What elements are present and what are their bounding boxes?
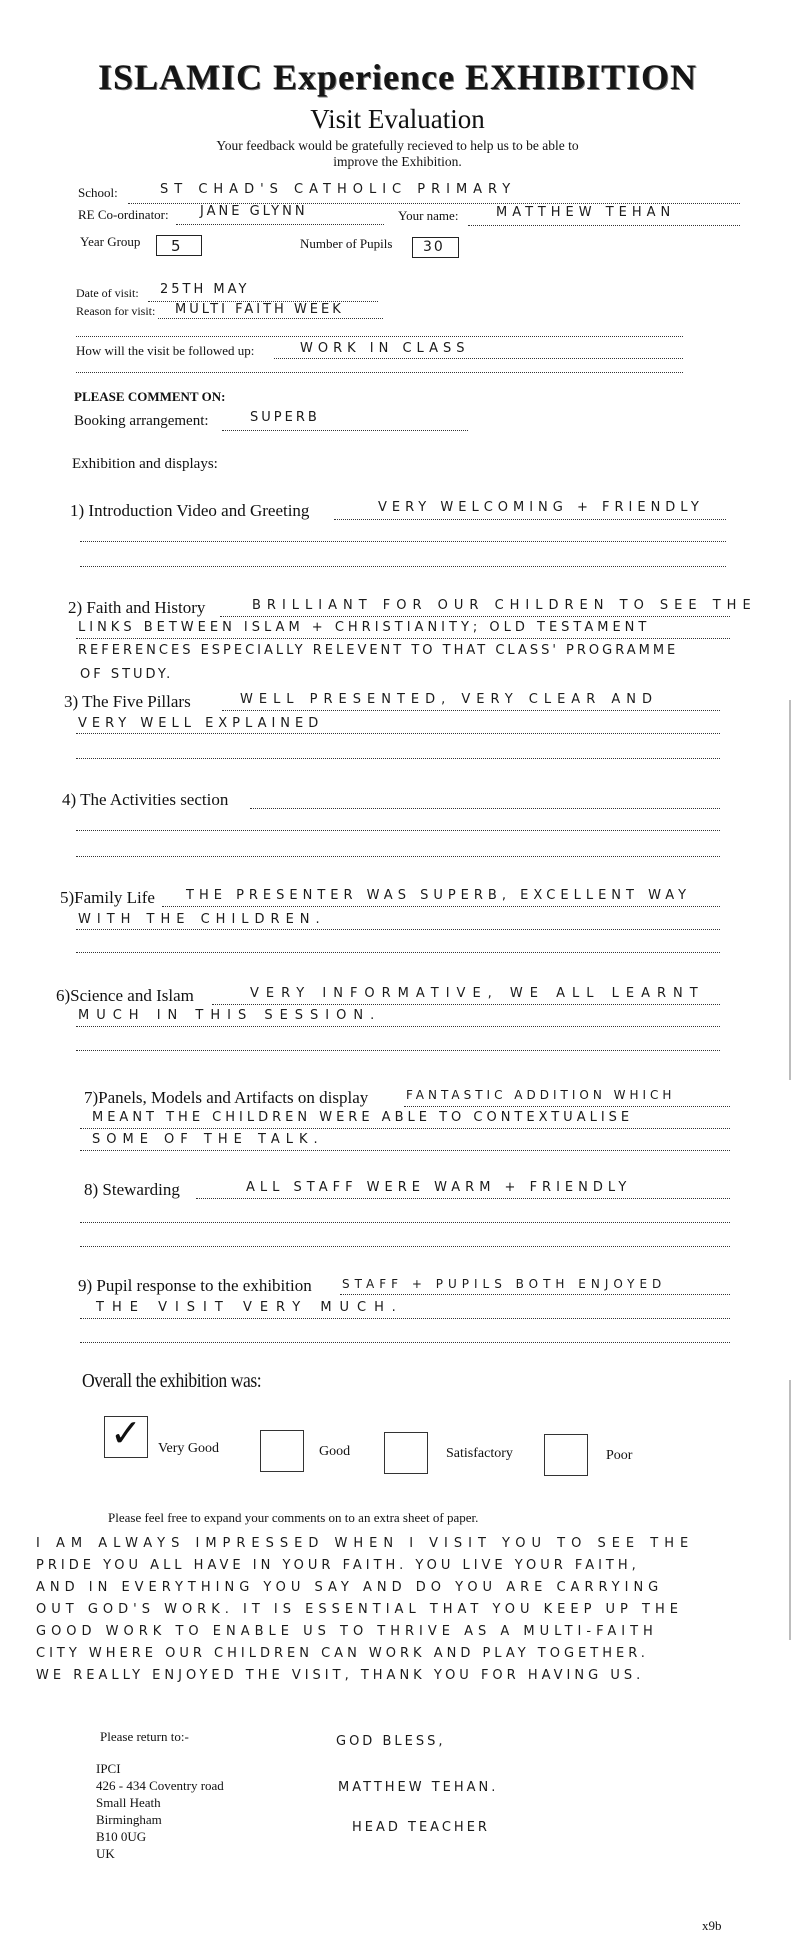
address-line: 426 - 434 Coventry road [96, 1778, 224, 1793]
section-9-label: 9) Pupil response to the exhibition [78, 1276, 312, 1295]
section-7-label: 7)Panels, Models and Artifacts on display [84, 1088, 369, 1107]
return-address [96, 1760, 224, 1862]
year-group-box[interactable] [156, 235, 202, 256]
very-good-label: Very Good [158, 1441, 220, 1456]
section-2-line[interactable]: OF STUDY. [80, 667, 174, 682]
page-title: ISLAMIC Experience EXHIBITION [97, 57, 698, 97]
section-7-line[interactable]: SOME OF THE TALK. [92, 1132, 324, 1147]
school-label: School: [78, 185, 118, 200]
comment-line: PRIDE YOU ALL HAVE IN YOUR FAITH. YOU LIVE YOUR FAITH, [36, 1558, 640, 1573]
comment-line: AND IN EVERYTHING YOU SAY AND DO YOU ARE CARRYING [36, 1580, 664, 1595]
section-6-label: 6)Science and Islam [56, 986, 194, 1005]
satisfactory-label: Satisfactory [446, 1446, 513, 1461]
signoff-line: GOD BLESS, [336, 1734, 446, 1749]
intro-line: improve the Exhibition. [333, 154, 462, 169]
comment-line: WE REALLY ENJOYED THE VISIT, THANK YOU FOR HAVING US. [36, 1668, 645, 1683]
address-line: B10 0UG [96, 1829, 147, 1844]
address-line: UK [96, 1846, 115, 1861]
poor-label: Poor [606, 1448, 633, 1463]
intro-line: Your feedback would be gratefully recieved to help us to be able to [216, 138, 579, 153]
comment-heading: PLEASE COMMENT ON: [74, 389, 226, 404]
section-2-line[interactable]: LINKS BETWEEN ISLAM + CHRISTIANITY; OLD TESTAMENT [78, 620, 651, 635]
your-name-label: Your name: [398, 208, 459, 223]
your-name-field[interactable]: MATTHEW TEHAN [496, 205, 676, 220]
section-6-line[interactable]: VERY INFORMATIVE, WE ALL LEARNT [250, 986, 705, 1001]
extra-comments [36, 1536, 694, 1690]
section-6-line[interactable]: MUCH IN THIS SESSION. [78, 1008, 382, 1023]
date-field[interactable]: 25TH MAY [160, 282, 250, 297]
section-4-label: 4) The Activities section [62, 790, 229, 809]
followup-label: How will the visit be followed up: [76, 343, 255, 358]
section-3-line[interactable]: WELL PRESENTED, VERY CLEAR AND [240, 692, 658, 707]
pupils-label: Number of Pupils [300, 236, 393, 251]
address-line: IPCI [96, 1761, 121, 1776]
scan-edge [789, 1380, 791, 1640]
date-label: Date of visit: [76, 286, 139, 300]
reason-field[interactable]: MULTI FAITH WEEK [175, 302, 344, 317]
comment-line: GOOD WORK TO ENABLE US TO THRIVE AS A MULTI-FAITH [36, 1624, 658, 1639]
address-line: Birmingham [96, 1812, 162, 1827]
section-1-line[interactable]: VERY WELCOMING + FRIENDLY [378, 500, 704, 515]
followup-field[interactable]: WORK IN CLASS [300, 341, 470, 356]
signature-name: MATTHEW TEHAN. [338, 1780, 499, 1795]
coordinator-label: RE Co-ordinator: [78, 207, 169, 222]
section-3-line[interactable]: VERY WELL EXPLAINED [78, 716, 324, 731]
section-7-line[interactable]: FANTASTIC ADDITION WHICH [406, 1088, 676, 1102]
section-9-line[interactable]: STAFF + PUPILS BOTH ENJOYED [342, 1277, 667, 1291]
comment-line: I AM ALWAYS IMPRESSED WHEN I VISIT YOU TO SEE THE [36, 1536, 695, 1551]
signature-title: HEAD TEACHER [352, 1820, 490, 1835]
scan-edge [789, 700, 791, 1080]
section-5-line[interactable]: WITH THE CHILDREN. [78, 912, 326, 927]
expand-note: Please feel free to expand your comments on to an extra sheet of paper. [108, 1510, 479, 1525]
booking-label: Booking arrangement: [74, 413, 209, 429]
comment-line: CITY WHERE OUR CHILDREN CAN WORK AND PLAY TOGETHER. [36, 1646, 649, 1661]
overall-heading: Overall the exhibition was: [82, 1370, 262, 1392]
section-1-label: 1) Introduction Video and Greeting [70, 501, 310, 520]
address-line: Small Heath [96, 1795, 161, 1810]
poor-checkbox[interactable] [544, 1434, 588, 1476]
section-5-line[interactable]: THE PRESENTER WAS SUPERB, EXCELLENT WAY [186, 888, 692, 903]
booking-field[interactable]: SUPERB [250, 410, 320, 425]
section-7-line[interactable]: MEANT THE CHILDREN WERE ABLE TO CONTEXTUALISE [92, 1110, 634, 1125]
section-3-label: 3) The Five Pillars [64, 692, 191, 711]
year-group-label: Year Group [80, 234, 141, 249]
pupils-value: 30 [423, 239, 445, 255]
section-2-line[interactable]: REFERENCES ESPECIALLY RELEVENT TO THAT CLASS' PROGRAMME [78, 643, 679, 658]
coordinator-field[interactable]: JANE GLYNN [200, 204, 308, 219]
pupils-box[interactable] [412, 237, 459, 258]
intro-text [0, 138, 795, 170]
check-mark-icon: ✓ [110, 1411, 142, 1455]
exhibition-label: Exhibition and displays: [72, 456, 218, 472]
footer-code: x9b [702, 1918, 722, 1933]
section-2-line[interactable]: BRILLIANT FOR OUR CHILDREN TO SEE THE [252, 598, 757, 613]
very-good-checkbox[interactable] [104, 1411, 148, 1458]
year-group-value: 5 [171, 237, 184, 255]
satisfactory-checkbox[interactable] [384, 1432, 428, 1474]
page-subtitle: Visit Evaluation [310, 104, 485, 134]
section-2-label: 2) Faith and History [68, 598, 206, 617]
section-9-line[interactable]: THE VISIT VERY MUCH. [96, 1300, 404, 1315]
school-field[interactable]: ST CHAD'S CATHOLIC PRIMARY [160, 182, 517, 197]
comment-line: OUT GOD'S WORK. IT IS ESSENTIAL THAT YOU KEEP UP THE [36, 1602, 683, 1617]
good-label: Good [319, 1444, 351, 1459]
section-8-line[interactable]: ALL STAFF WERE WARM + FRIENDLY [246, 1180, 632, 1195]
good-checkbox[interactable] [260, 1430, 304, 1472]
return-label: Please return to:- [100, 1729, 189, 1744]
section-5-label: 5)Family Life [60, 888, 155, 907]
section-8-label: 8) Stewarding [84, 1180, 180, 1199]
reason-label: Reason for visit: [76, 304, 156, 318]
